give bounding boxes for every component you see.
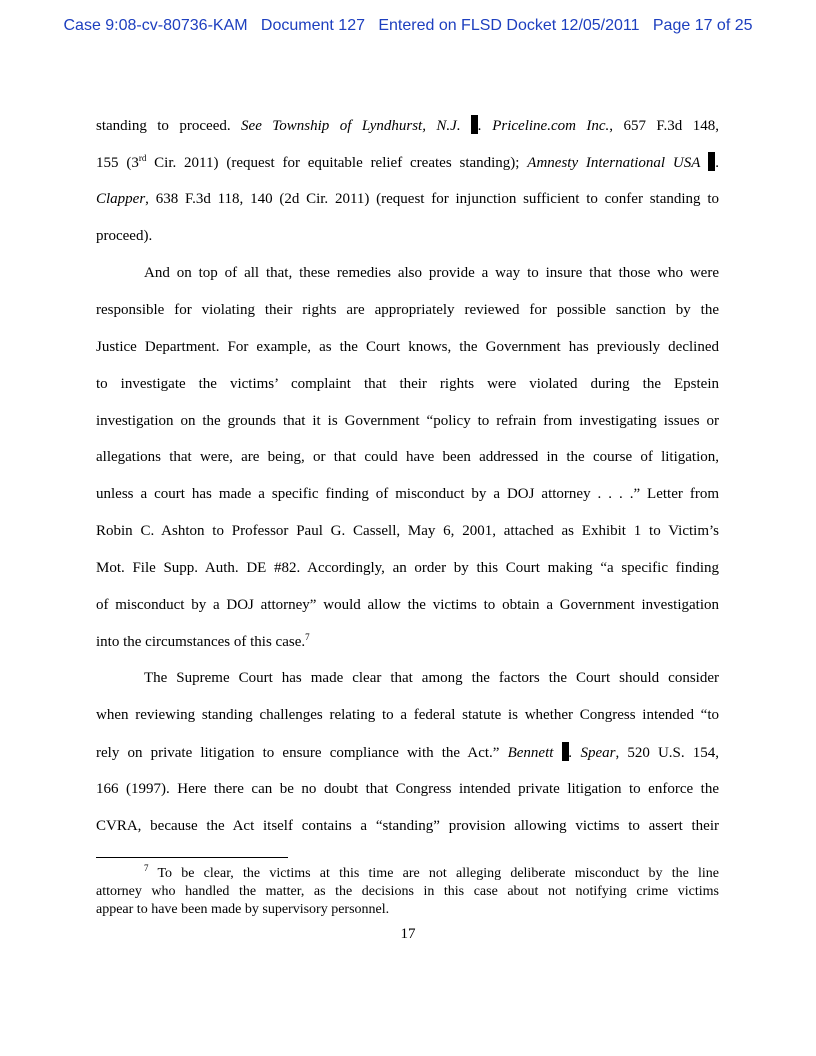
footnote-separator	[96, 857, 288, 858]
body-line: And on top of all that, these remedies also provide a way to insure that those who were	[144, 265, 719, 281]
entered-on-docket: Entered on FLSD Docket 12/05/2011	[378, 17, 640, 34]
footnote-line: appear to have been made by supervisory personnel.	[96, 902, 390, 917]
docket-header	[0, 17, 816, 35]
body-line: Robin C. Ashton to Professor Paul G. Cassell, May 6, 2001, attached as Exhibit 1 to Victim’s	[96, 523, 719, 539]
body-line: responsible for violating their rights are appropriately reviewed for possible sanction by the	[96, 302, 719, 318]
body-line: Mot. File Supp. Auth. DE #82. Accordingly, an order by this Court making “a specific finding	[96, 560, 719, 576]
body-line: 155 (3rd Cir. 2011) (request for equitable relief creates standing); Amnesty International USA .	[96, 153, 719, 171]
body-line: Justice Department. For example, as the Court knows, the Government has previously declined	[96, 339, 719, 355]
footnote-number: 7	[144, 863, 149, 873]
document-number: Document 127	[260, 17, 365, 34]
body-line: CVRA, because the Act itself contains a “standing” provision allowing victims to assert their	[96, 818, 719, 834]
footnote-ref: 7	[305, 632, 310, 642]
body-line: The Supreme Court has made clear that among the factors the Court should consider	[144, 670, 719, 686]
redaction-bar	[471, 115, 478, 134]
body-line: to investigate the victims’ complaint that their rights were violated during the Epstein	[96, 376, 719, 392]
body-line: Clapper, 638 F.3d 118, 140 (2d Cir. 2011) (request for injunction sufficient to confer standing to	[96, 191, 719, 207]
body-line: standing to proceed. See Township of Lyndhurst, N.J. . Priceline.com Inc., 657 F.3d 148,	[96, 115, 719, 136]
page-number: 17	[400, 926, 416, 942]
body-line: investigation on the grounds that it is Government “policy to refrain from investigating issues or	[96, 413, 719, 429]
body-line: into the circumstances of this case.$^7$	[96, 632, 310, 650]
page-of-pages: Page 17 of 25	[652, 17, 753, 34]
body-line: rely on private litigation to ensure compliance with the Act.” Bennett . Spear, 520 U.S. 154,	[96, 742, 719, 763]
body-line: of misconduct by a DOJ attorney” would allow the victims to obtain a Government investigation	[96, 597, 719, 613]
body-line: unless a court has made a specific finding of misconduct by a DOJ attorney . . . .” Letter from	[96, 486, 719, 502]
footnote-line: attorney who handled the matter, as the decisions in this case about not notifying crime victims	[96, 884, 719, 899]
body-line: 166 (1997). Here there can be no doubt that Congress intended private litigation to enforce the	[96, 781, 719, 797]
footnote-line: $^7$ To be clear, the victims at this time are not alleging deliberate misconduct by the line	[144, 863, 719, 881]
body-line: allegations that were, are being, or that could have been addressed in the course of litigation,	[96, 449, 719, 465]
body-line: proceed).	[96, 228, 153, 244]
body-line: when reviewing standing challenges relating to a federal statute is whether Congress intended “to	[96, 707, 719, 723]
redaction-bar	[562, 742, 569, 761]
case-number: Case 9:08-cv-80736-KAM	[63, 17, 248, 34]
